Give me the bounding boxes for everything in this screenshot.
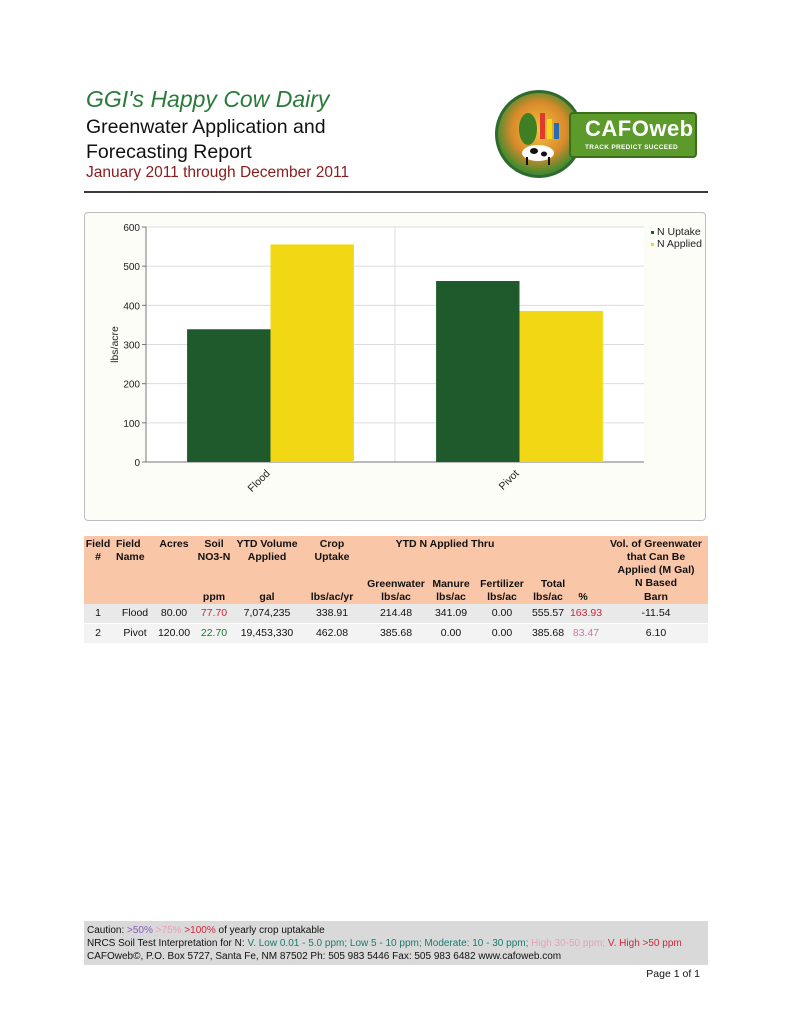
bar-chart — [85, 213, 705, 520]
header-vol-greenwater: Vol. of Greenwater that Can Be Applied (M Gal) N Based — [610, 538, 702, 589]
cell-manure: 0.00 — [440, 627, 462, 639]
y-tick-label: 100 — [123, 418, 140, 430]
cell-total: 385.68 — [531, 627, 565, 639]
header-ytd-n-applied: YTD N Applied Thru — [395, 538, 495, 550]
legend-label: N Applied — [657, 238, 702, 250]
cell-total: 555.57 — [531, 607, 565, 619]
legend-swatch — [651, 231, 654, 234]
report-period: January 2011 through December 2011 — [86, 164, 350, 181]
cell-name: Pivot — [123, 627, 147, 639]
unit-volume: gal — [259, 591, 275, 603]
contact-line: CAFOweb©, P.O. Box 5727, Santa Fe, NM 87502 Ph: 505 983 5446 Fax: 505 983 6482 www.cafoweb.com — [87, 951, 562, 962]
y-tick-label: 600 — [123, 223, 140, 234]
cell-vol: 6.10 — [645, 627, 667, 639]
x-tick-label: Flood — [245, 467, 273, 495]
report-title-line1: Greenwater Application and — [86, 116, 326, 138]
header-acres: Acres — [159, 538, 189, 550]
cell-num: 1 — [95, 607, 101, 619]
page-number: Page 1 of 1 — [646, 968, 700, 980]
unit-manure: lbs/ac — [436, 591, 466, 603]
cell-acres: 80.00 — [160, 607, 188, 619]
cell-pct: 83.47 — [572, 627, 600, 639]
unit-total: lbs/ac — [533, 591, 563, 603]
y-tick-label: 200 — [123, 379, 140, 391]
header-manure: Manure — [432, 578, 470, 590]
header-divider — [84, 191, 708, 193]
cell-manure: 341.09 — [434, 607, 468, 619]
header-greenwater: Greenwater — [367, 578, 425, 590]
cell-greenwater: 214.48 — [379, 607, 413, 619]
cafoweb-logo — [495, 90, 700, 180]
cell-volume: 7,074,235 — [243, 607, 291, 619]
nrcs-line: NRCS Soil Test Interpretation for N: V. Low 0.01 - 5.0 ppm; Low 5 - 10 ppm; Moderate: 10 - 30 ppm; High 30-50 ppm; V. High >50 ppm — [87, 938, 682, 949]
unit-soil: ppm — [202, 591, 226, 603]
y-tick-label: 0 — [134, 458, 140, 469]
table-row — [84, 604, 708, 623]
cell-vol: -11.54 — [641, 607, 671, 619]
bar-pivot-n-uptake — [436, 281, 519, 462]
cell-crop: 338.91 — [315, 607, 349, 619]
bar-flood-n-uptake — [187, 329, 270, 462]
unit-vol: Barn — [644, 591, 668, 603]
cell-soil: 77.70 — [200, 607, 228, 619]
table-header — [84, 536, 708, 604]
chart-panel — [84, 212, 706, 521]
footer-notes — [84, 921, 708, 965]
report-title-line2: Forecasting Report — [86, 141, 252, 163]
bar-flood-n-applied — [271, 244, 354, 462]
cell-greenwater: 385.68 — [379, 627, 413, 639]
header-field-num: Field # — [85, 538, 111, 563]
cell-crop: 462.08 — [315, 627, 349, 639]
logo-wordmark — [569, 112, 697, 158]
cell-volume: 19,453,330 — [240, 627, 294, 639]
unit-pct: % — [578, 591, 588, 603]
cell-fertilizer: 0.00 — [491, 607, 513, 619]
farm-title: GGI's Happy Cow Dairy — [86, 86, 330, 112]
cell-pct: 163.93 — [569, 607, 603, 619]
y-tick-label: 500 — [123, 262, 140, 274]
header-ytd-volume: YTD Volume Applied — [236, 538, 298, 563]
logo-name: CAFOweb — [585, 116, 694, 141]
caution-line: Caution: >50% >75% >100% of yearly crop uptakable — [87, 925, 325, 936]
unit-fertilizer: lbs/ac — [487, 591, 517, 603]
unit-greenwater: lbs/ac — [381, 591, 411, 603]
cell-fertilizer: 0.00 — [491, 627, 513, 639]
header-fertilizer: Fertilizer — [480, 578, 524, 590]
cell-name: Flood — [121, 607, 149, 619]
unit-crop: lbs/ac/yr — [310, 591, 354, 603]
header-field-name: Field Name — [116, 538, 145, 563]
x-tick-label: Pivot — [496, 467, 522, 493]
bar-pivot-n-applied — [520, 311, 603, 462]
y-axis-label: lbs/acre — [109, 326, 121, 363]
cell-acres: 120.00 — [157, 627, 191, 639]
table-row — [84, 624, 708, 643]
y-tick-label: 300 — [123, 340, 140, 352]
legend-swatch — [651, 243, 654, 246]
cell-soil: 22.70 — [200, 627, 228, 639]
logo-tagline: TRACK PREDICT SUCCEED — [585, 144, 678, 151]
header-total: Total — [540, 578, 566, 590]
y-tick-label: 400 — [123, 301, 140, 313]
legend-label: N Uptake — [657, 226, 701, 238]
cell-num: 2 — [95, 627, 101, 639]
header-soil: Soil NO3-N — [197, 538, 231, 563]
header-crop-uptake: Crop Uptake — [314, 538, 350, 563]
